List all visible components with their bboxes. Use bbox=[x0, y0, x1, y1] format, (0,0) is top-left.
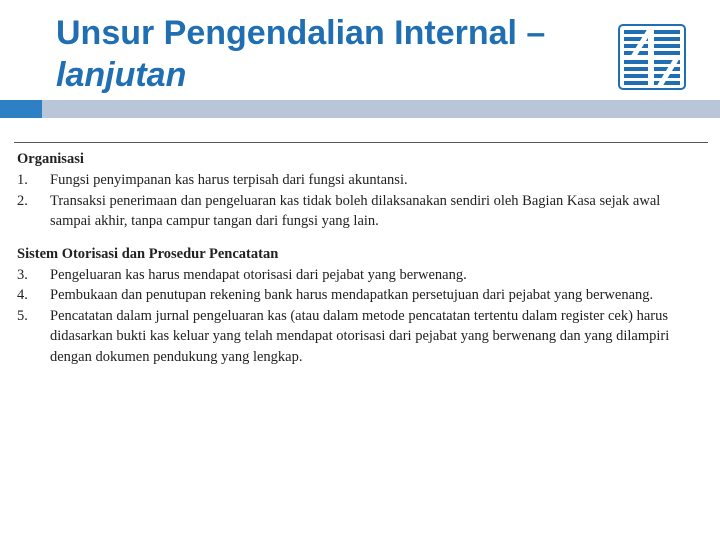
item-text: Pencatatan dalam jurnal pengeluaran kas (atau dalam metode pencatatan tertentu dalam register cek) harus didasarkan bukti kas keluar yang telah mendapat otorisasi dari pejabat yang berwenang dan yang dilampiri dengan dokumen pendukung yang lengkap. bbox=[50, 307, 670, 365]
list-item bbox=[14, 285, 708, 306]
item-number: 2. bbox=[17, 192, 28, 209]
item-number: 3. bbox=[17, 266, 28, 283]
accent-square bbox=[0, 100, 42, 118]
slide-title-line2: lanjutan bbox=[56, 56, 187, 94]
item-text: Pembukaan dan penutupan rekening bank harus mendapatkan persetujuan dari pejabat yang berwenang. bbox=[50, 287, 654, 303]
slide-title-line1: Unsur Pengendalian Internal – bbox=[56, 14, 546, 52]
section-heading: Sistem Otorisasi dan Prosedur Pencatatan bbox=[17, 245, 279, 262]
item-text: Transaksi penerimaan dan pengeluaran kas tidak boleh dilaksanakan sendiri oleh Bagian Kasa sejak awal sampai akhir, tanpa campur tangan dari fungsi yang lain. bbox=[50, 192, 661, 229]
lettered-logo-icon bbox=[618, 24, 686, 90]
section-heading: Organisasi bbox=[17, 151, 84, 167]
list-item bbox=[14, 191, 708, 232]
content-panel bbox=[14, 142, 708, 393]
item-number: 4. bbox=[17, 287, 28, 303]
accent-bar bbox=[42, 100, 720, 118]
item-number: 5. bbox=[17, 307, 28, 324]
list-item bbox=[14, 170, 708, 191]
list-item bbox=[14, 306, 708, 368]
item-text: Pengeluaran kas harus mendapat otorisasi dari pejabat yang berwenang. bbox=[50, 266, 467, 283]
list-item bbox=[14, 265, 708, 286]
item-number: 1. bbox=[17, 172, 28, 188]
slide-title bbox=[56, 12, 626, 96]
item-text: Fungsi penyimpanan kas harus terpisah dari fungsi akuntansi. bbox=[50, 172, 408, 188]
